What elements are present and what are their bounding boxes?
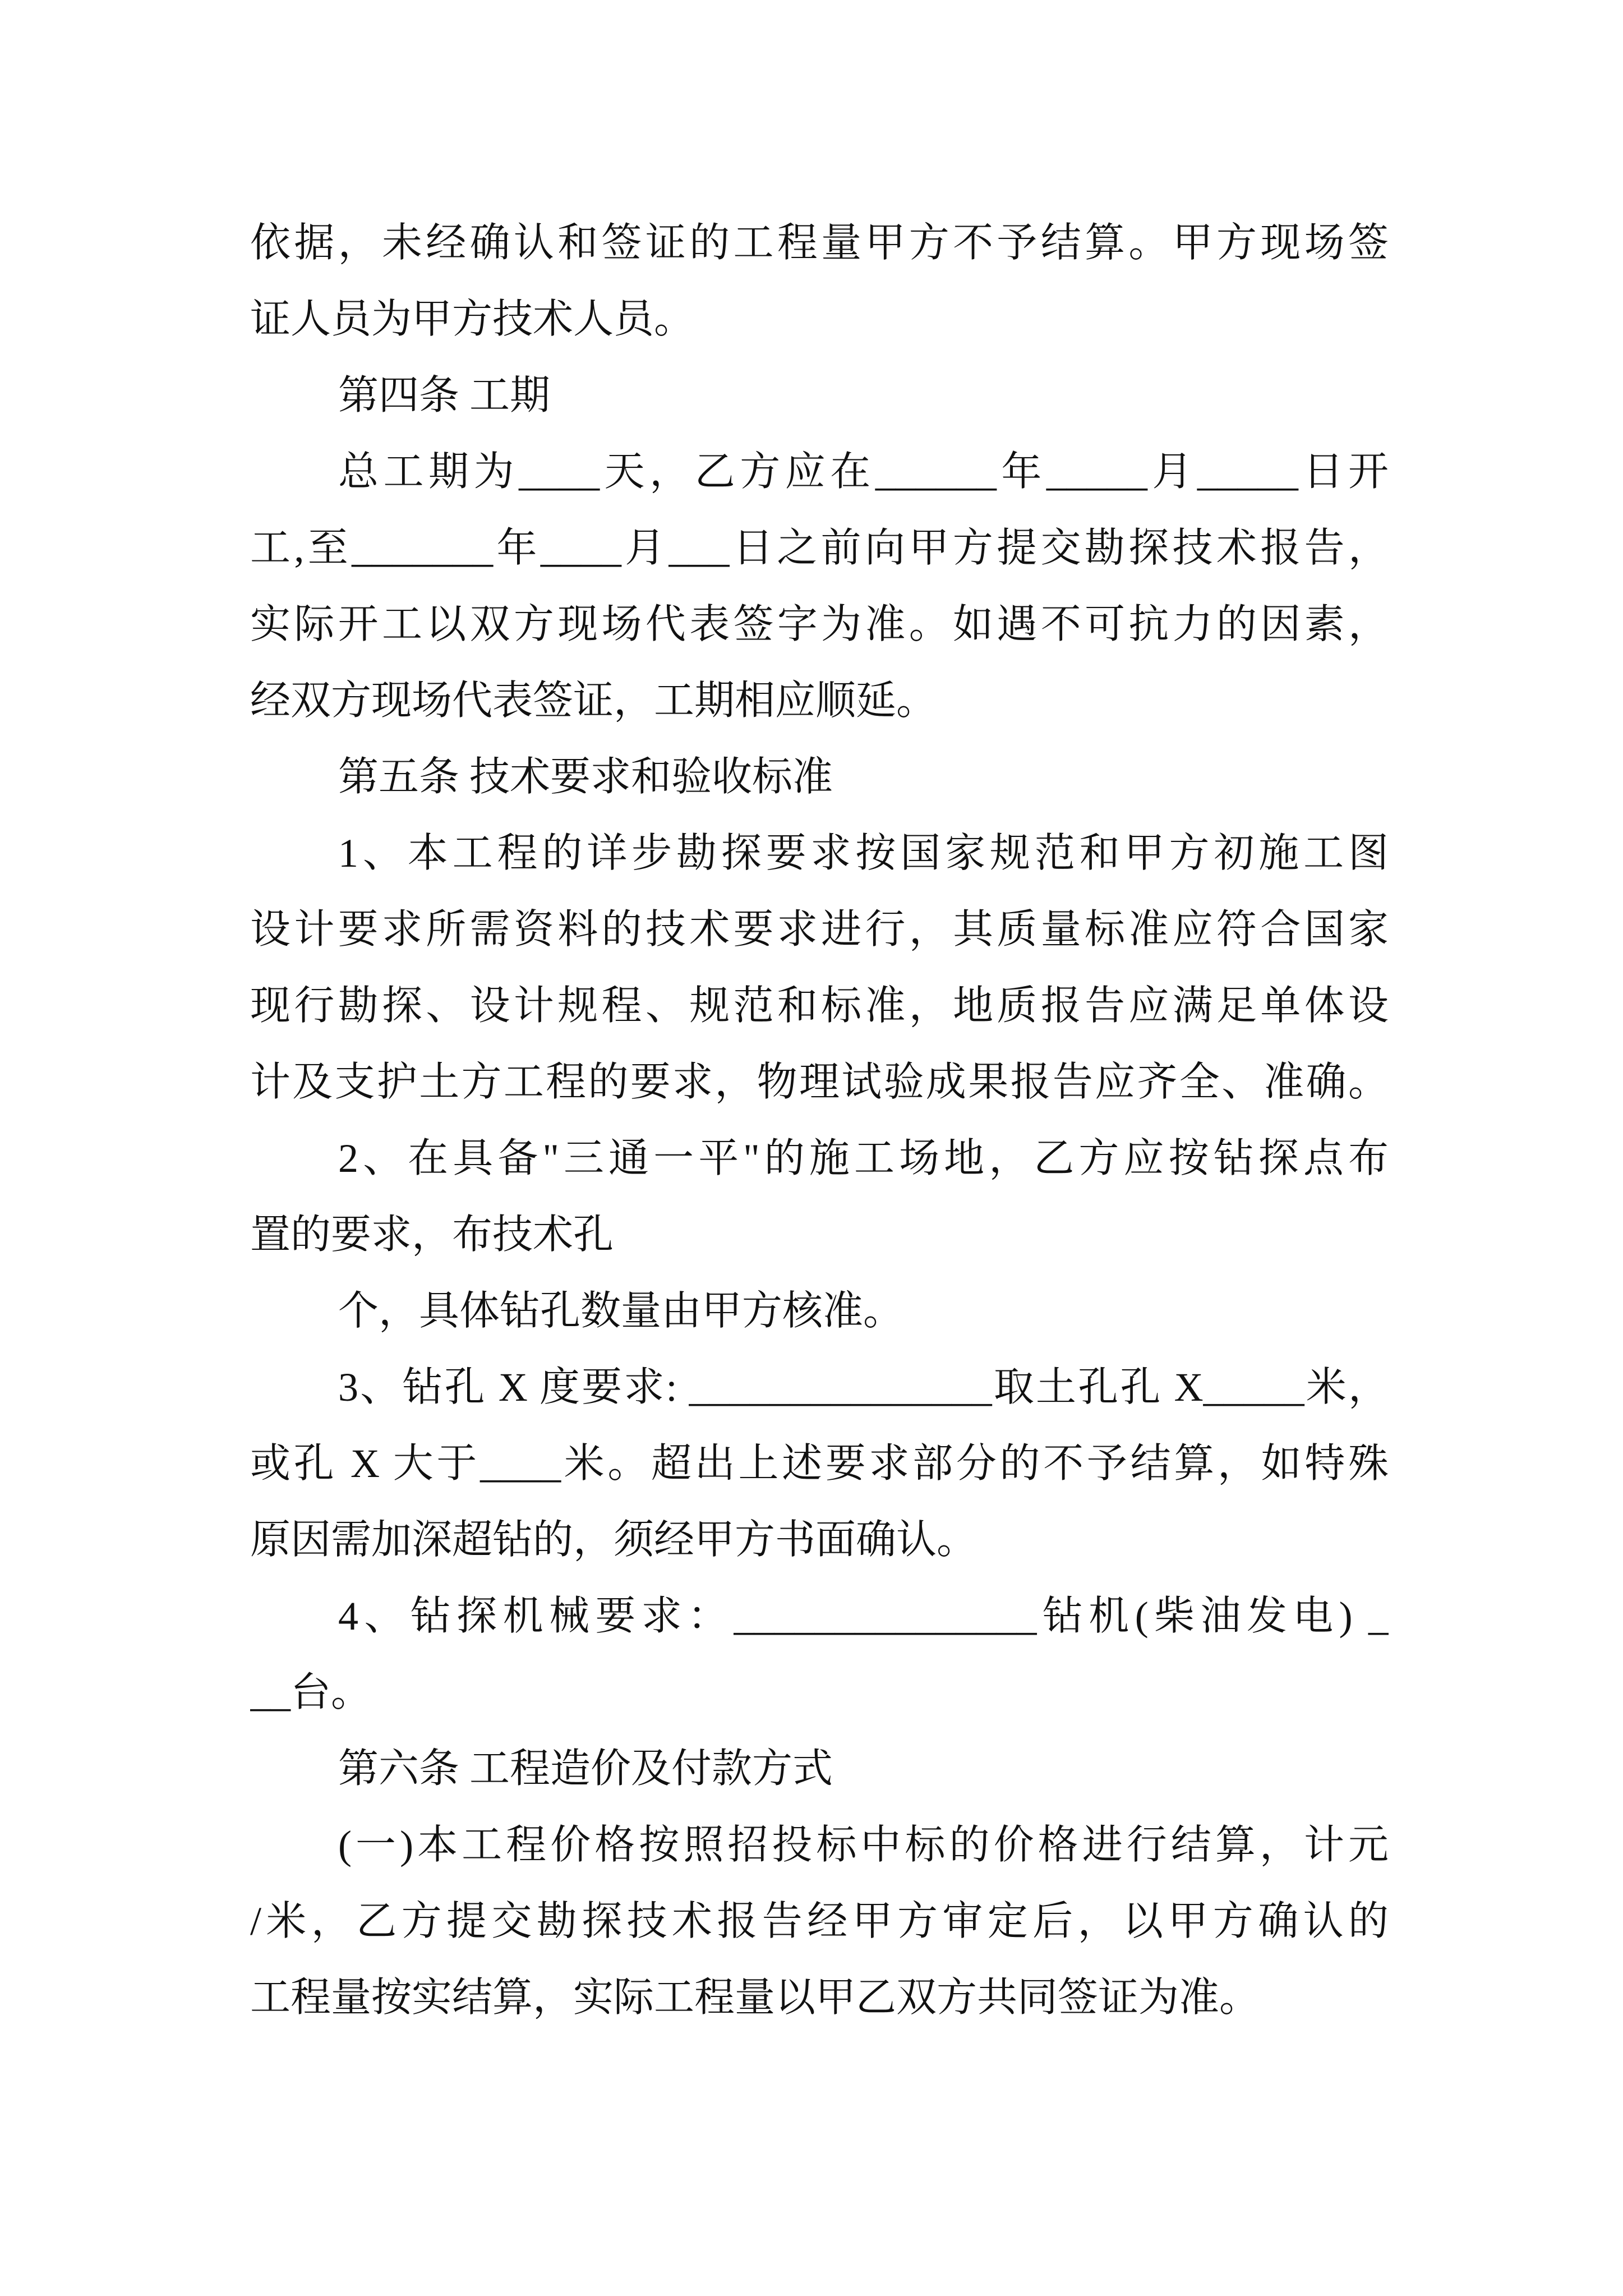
text-line: 原因需加深超钻的，须经甲方书面确认。 xyxy=(250,1517,978,1562)
paragraph xyxy=(250,434,1389,739)
text-line: 第五条 技术要求和验收标准 xyxy=(338,754,833,799)
text-line: 证人员为甲方技术人员。 xyxy=(250,297,695,342)
paragraph xyxy=(250,205,1389,357)
paragraph xyxy=(250,815,1389,1120)
text-line: 总工期为____天，乙方应在______年_____月_____日开 xyxy=(338,449,1389,494)
text-line: 个，具体钻孔数量由甲方核准。 xyxy=(338,1289,904,1333)
paragraph xyxy=(250,1120,1389,1273)
document-body xyxy=(250,205,1389,2036)
text-line: 或孔 X 大于____米。超出上述要求部分的不予结算，如特殊 xyxy=(250,1441,1389,1486)
article-heading xyxy=(250,357,1389,434)
text-line: 依据，未经确认和签证的工程量甲方不予结算。甲方现场签 xyxy=(250,220,1389,265)
paragraph xyxy=(250,1578,1389,1731)
paragraph xyxy=(250,1807,1389,2036)
text-line: 2、在具备"三通一平"的施工场地，乙方应按钻探点布 xyxy=(338,1136,1389,1181)
article-heading xyxy=(250,739,1389,815)
text-line: 3、钻孔 X 度要求: _______________取土孔孔 X_____米， xyxy=(338,1365,1389,1410)
paragraph xyxy=(250,1349,1389,1578)
text-line: 置的要求，布技术孔 xyxy=(250,1212,614,1257)
text-line: 4、钻探机械要求：_______________钻机(柴油发电) _ xyxy=(338,1594,1389,1639)
text-line: __台。 xyxy=(250,1670,372,1715)
text-line: 计及支护土方工程的要求，物理试验成果报告应齐全、准确。 xyxy=(250,1060,1389,1105)
text-line: 第四条 工期 xyxy=(338,373,551,418)
text-line: 现行勘探、设计规程、规范和标准，地质报告应满足单体设 xyxy=(250,983,1389,1028)
text-line: 工程量按实结算，实际工程量以甲乙双方共同签证为准。 xyxy=(250,1975,1260,2020)
text-line: 1、本工程的详步勘探要求按国家规范和甲方初施工图 xyxy=(338,831,1389,876)
text-line: 经双方现场代表签证，工期相应顺延。 xyxy=(250,678,937,723)
text-line: 工,至_______年____月___日之前向甲方提交勘探技术报告， xyxy=(250,526,1389,570)
paragraph xyxy=(250,1273,1389,1349)
text-line: 第六条 工程造价及付款方式 xyxy=(338,1746,833,1791)
text-line: (一)本工程价格按照招投标中标的价格进行结算，计元 xyxy=(338,1823,1389,1867)
text-line: 实际开工以双方现场代表签字为准。如遇不可抗力的因素， xyxy=(250,602,1389,647)
text-line: /米，乙方提交勘探技术报告经甲方审定后，以甲方确认的 xyxy=(250,1899,1389,1944)
text-line: 设计要求所需资料的技术要求进行，其质量标准应符合国家 xyxy=(250,907,1389,952)
article-heading xyxy=(250,1731,1389,1807)
